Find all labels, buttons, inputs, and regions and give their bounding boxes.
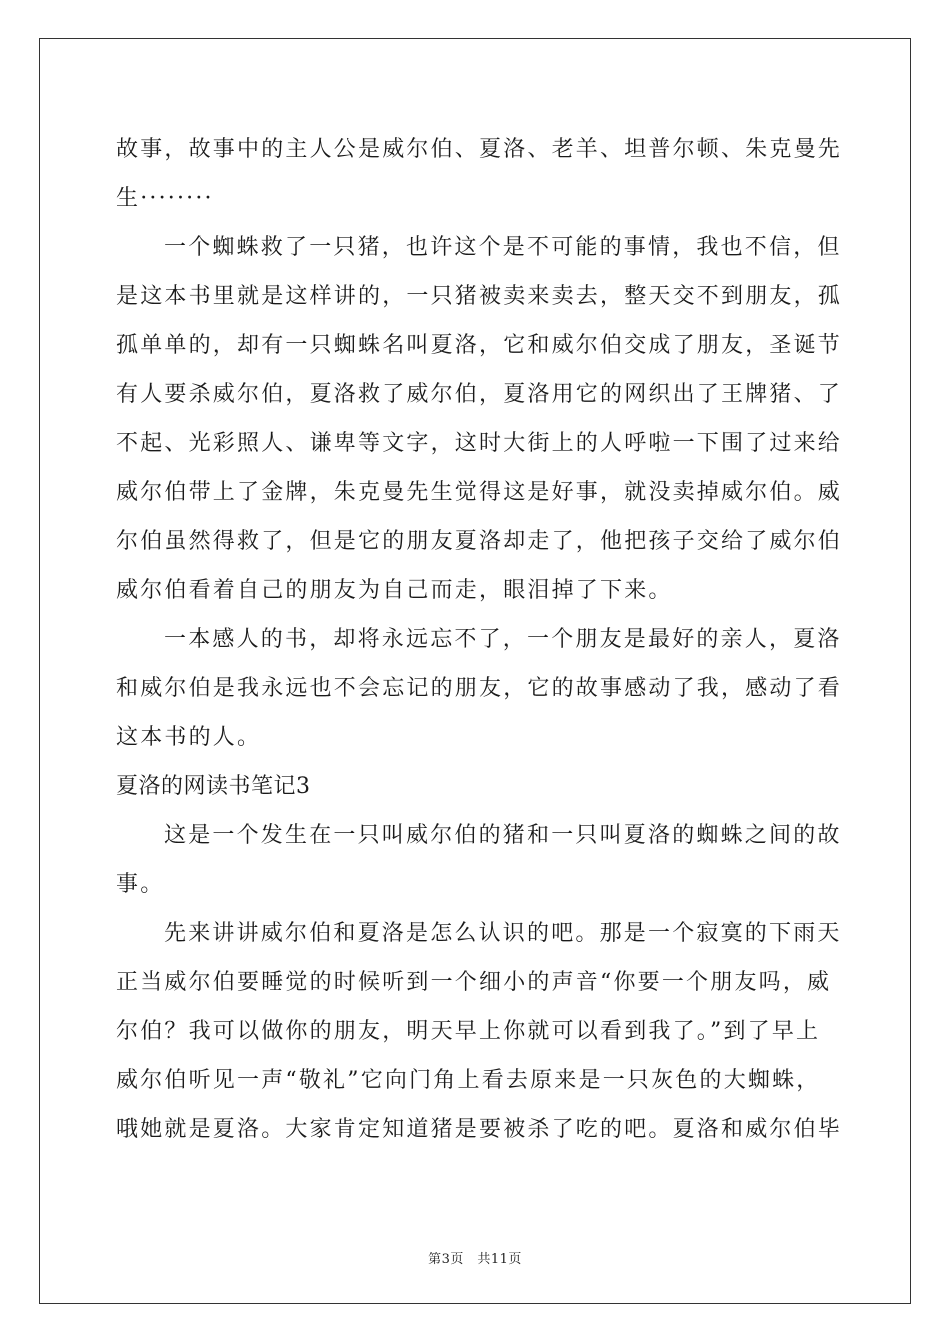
text-line: 不起、光彩照人、谦卑等文字，这时大街上的人呼啦一下围了过来给 [116,431,843,456]
page-number-footer: 第3页 共11页 [428,1252,522,1267]
text-line: 威尔伯听见一声“敬礼”它向门角上看去原来是一只灰色的大蜘蛛， [116,1068,821,1093]
text-line: 和威尔伯是我永远也不会忘记的朋友，它的故事感动了我，感动了看 [116,676,843,701]
paragraph-start-line: 先来讲讲威尔伯和夏洛是怎么认识的吧。那是一个寂寞的下雨天 [164,921,842,946]
section-heading: 夏洛的网读书笔记3 [116,774,311,799]
text-line: 孤单单的，却有一只蜘蛛名叫夏洛，它和威尔伯交成了朋友，圣诞节 [116,333,843,358]
text-line: 正当威尔伯要睡觉的时候听到一个细小的声音“你要一个朋友吗，威 [116,970,832,995]
text-line: 尔伯虽然得救了，但是它的朋友夏洛却走了，他把孩子交给了威尔伯 [116,529,843,554]
paragraph-start-line: 这是一个发生在一只叫威尔伯的猪和一只叫夏洛的蜘蛛之间的故 [164,823,842,848]
paragraph-start-line: 一本感人的书，却将永远忘不了，一个朋友是最好的亲人，夏洛 [164,627,842,652]
text-line: 威尔伯看着自己的朋友为自己而走，眼泪掉了下来。 [116,578,673,603]
text-line: 威尔伯带上了金牌，朱克曼先生觉得这是好事，就没卖掉威尔伯。威 [116,480,843,505]
text-line: 这本书的人。 [116,725,262,750]
text-line: 生········ [116,186,214,211]
text-line: 是这本书里就是这样讲的，一只猪被卖来卖去，整天交不到朋友，孤 [116,284,843,309]
text-line: 哦她就是夏洛。大家肯定知道猪是要被杀了吃的吧。夏洛和威尔伯毕 [116,1117,843,1142]
text-line: 故事，故事中的主人公是威尔伯、夏洛、老羊、坦普尔顿、朱克曼先 [116,137,843,162]
text-line: 尔伯？我可以做你的朋友，明天早上你就可以看到我了。”到了早上 [116,1019,821,1044]
paragraph-start-line: 一个蜘蛛救了一只猪，也许这个是不可能的事情，我也不信，但 [164,235,842,260]
text-line: 事。 [116,872,165,897]
text-line: 有人要杀威尔伯，夏洛救了威尔伯，夏洛用它的网织出了王牌猪、了 [116,382,843,407]
